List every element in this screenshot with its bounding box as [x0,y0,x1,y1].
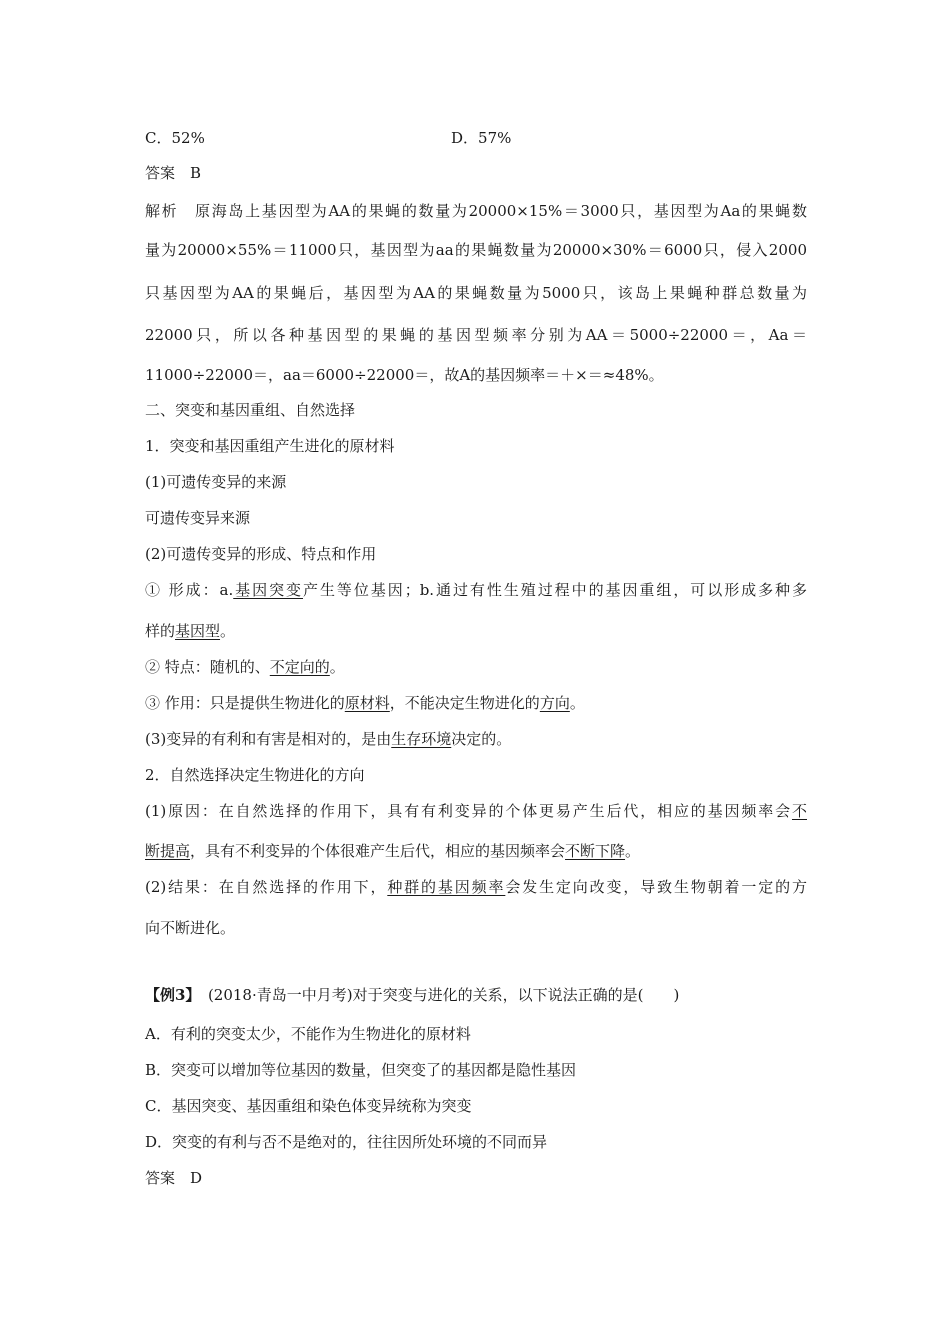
example-option-a: A．有利的突变太少，不能作为生物进化的原材料 [145,1025,471,1043]
blank-rise-part-1: 不 [791,802,807,820]
blank-raw-material: 原材料 [344,694,390,712]
answer-b: 答案 B [145,164,202,182]
blank-direction: 方向 [539,694,570,712]
example-option-b: B．突变可以增加等位基因的数量，但突变了的基因都是隐性基因 [145,1061,577,1079]
analysis-line-4: 22000只，所以各种基因型的果蝇的基因型频率分别为AA＝5000÷22000＝，Aa＝ [145,326,807,344]
analysis-line-5: 11000÷22000＝，aa＝6000÷22000＝，故A的基因频率＝＋×＝≈48%。 [145,366,664,384]
point-1-sub-1-body: 可遗传变异来源 [145,509,251,527]
analysis-line-3: 只基因型为AA的果蝇后，基因型为AA的果蝇数量为5000只，该岛上果蝇种群总数量为 [145,284,807,302]
point-1-sub-1: (1)可遗传变异的来源 [145,473,287,491]
analysis-line-1 [145,201,807,221]
blank-rise-part-2: 断提高 [145,842,191,860]
answer-d: 答案 D [145,1169,203,1187]
blank-environment: 生存环境 [391,730,452,748]
example-option-c: C．基因突变、基因重组和染色体变异统称为突变 [145,1097,472,1115]
result-line-1: (2)结果：在自然选择的作用下，种群的基因频率会发生定向改变，导致生物朝着一定的方 [145,878,807,896]
formation-line-2: 样的基因型。 [145,622,236,640]
analysis-label: 解析 [145,202,179,220]
effect-line: ③ 作用：只是提供生物进化的原材料，不能决定生物进化的方向。 [145,694,585,712]
cause-line-1: (1)原因：在自然选择的作用下，具有有利变异的个体更易产生后代，相应的基因频率会不 [145,802,807,820]
feature-line: ② 特点：随机的、不定向的。 [145,658,345,676]
relative-line: (3)变异的有利和有害是相对的，是由生存环境决定的。 [145,730,512,748]
cause-line-2: 断提高，具有不利变异的个体很难产生后代，相应的基因频率会不断下降。 [145,842,641,860]
example-3-stem [145,985,679,1005]
analysis-text-1: 原海岛上基因型为AA的果蝇的数量为20000×15%＝3000只，基因型为Aa的果蝇数 [195,202,807,220]
example-question: (2018·青岛一中月考)对于突变与进化的关系，以下说法正确的是( ) [207,986,680,1004]
blank-gene-mutation: 基因突变 [233,581,303,599]
option-c: C．52% [145,129,205,147]
blank-decline: 不断下降 [565,842,626,860]
formation-line-1: ① 形成：a.基因突变产生等位基因；b.通过有性生殖过程中的基因重组，可以形成多种多 [145,581,807,599]
point-1-sub-2: (2)可遗传变异的形成、特点和作用 [145,545,377,563]
example-tag: 【例3】 [145,986,193,1004]
option-d: D．57% [451,129,512,147]
analysis-line-2: 量为20000×55%＝11000只，基因型为aa的果蝇数量为20000×30%＝6000只，侵入2000 [145,241,807,259]
point-1-title: 1．突变和基因重组产生进化的原材料 [145,437,395,455]
example-option-d: D．突变的有利与否不是绝对的，往往因所处环境的不同而异 [145,1133,548,1151]
section-heading: 二、突变和基因重组、自然选择 [145,401,356,419]
blank-undirected: 不定向的 [269,658,330,676]
point-2-title: 2．自然选择决定生物进化的方向 [145,766,365,784]
result-line-2: 向不断进化。 [145,919,236,937]
blank-genotype: 基因型 [175,622,221,640]
blank-gene-frequency: 种群的基因频率 [387,878,506,896]
